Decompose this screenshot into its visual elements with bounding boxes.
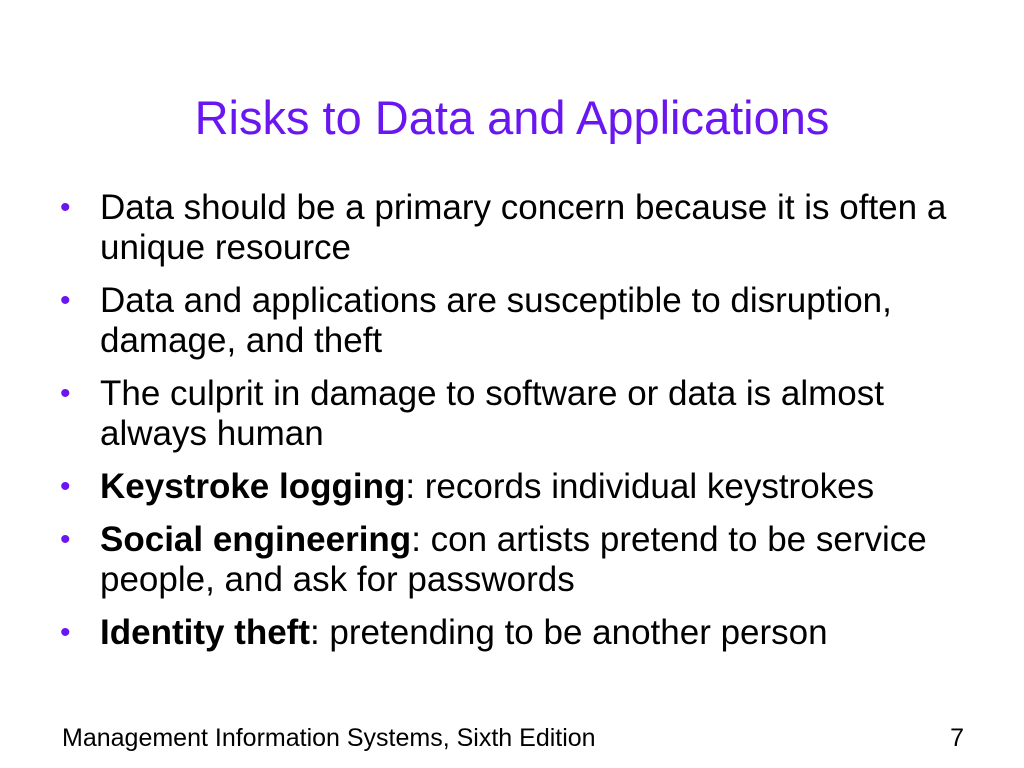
bullet-dot-icon: • <box>60 377 71 410</box>
bullet-item <box>60 613 1000 653</box>
bullet-text: Data should be a primary concern because it is often a unique resource <box>100 188 947 267</box>
slide-title: Risks to Data and Applications <box>194 91 830 144</box>
bullet-text: : records individual keystrokes <box>405 467 875 506</box>
bullet-term: Identity theft <box>100 613 310 652</box>
bullet-dot-icon: • <box>60 191 71 224</box>
bullet-dot-icon: • <box>60 523 71 556</box>
bullet-term: Keystroke logging <box>100 467 406 506</box>
bullet-item <box>60 281 1000 361</box>
bullet-text: The culprit in damage to software or data is almost always human <box>100 374 884 453</box>
bullet-dot-icon: • <box>60 616 71 649</box>
page-number: 7 <box>950 724 964 752</box>
bullet-item <box>60 520 1000 600</box>
bullet-item <box>60 374 1000 454</box>
bullet-dot-icon: • <box>60 470 71 503</box>
bullet-text: Data and applications are susceptible to disruption, damage, and theft <box>100 281 892 360</box>
bullet-item <box>60 188 1000 268</box>
bullet-dot-icon: • <box>60 284 71 317</box>
footer-book-title: Management Information Systems, Sixth Edition <box>62 724 596 752</box>
bullet-text: : con artists pretend to be service people, and ask for passwords <box>100 520 927 599</box>
bullet-list <box>60 188 1000 666</box>
bullet-item <box>60 467 1000 507</box>
bullet-text: : pretending to be another person <box>309 613 828 652</box>
bullet-term: Social engineering <box>100 520 412 559</box>
